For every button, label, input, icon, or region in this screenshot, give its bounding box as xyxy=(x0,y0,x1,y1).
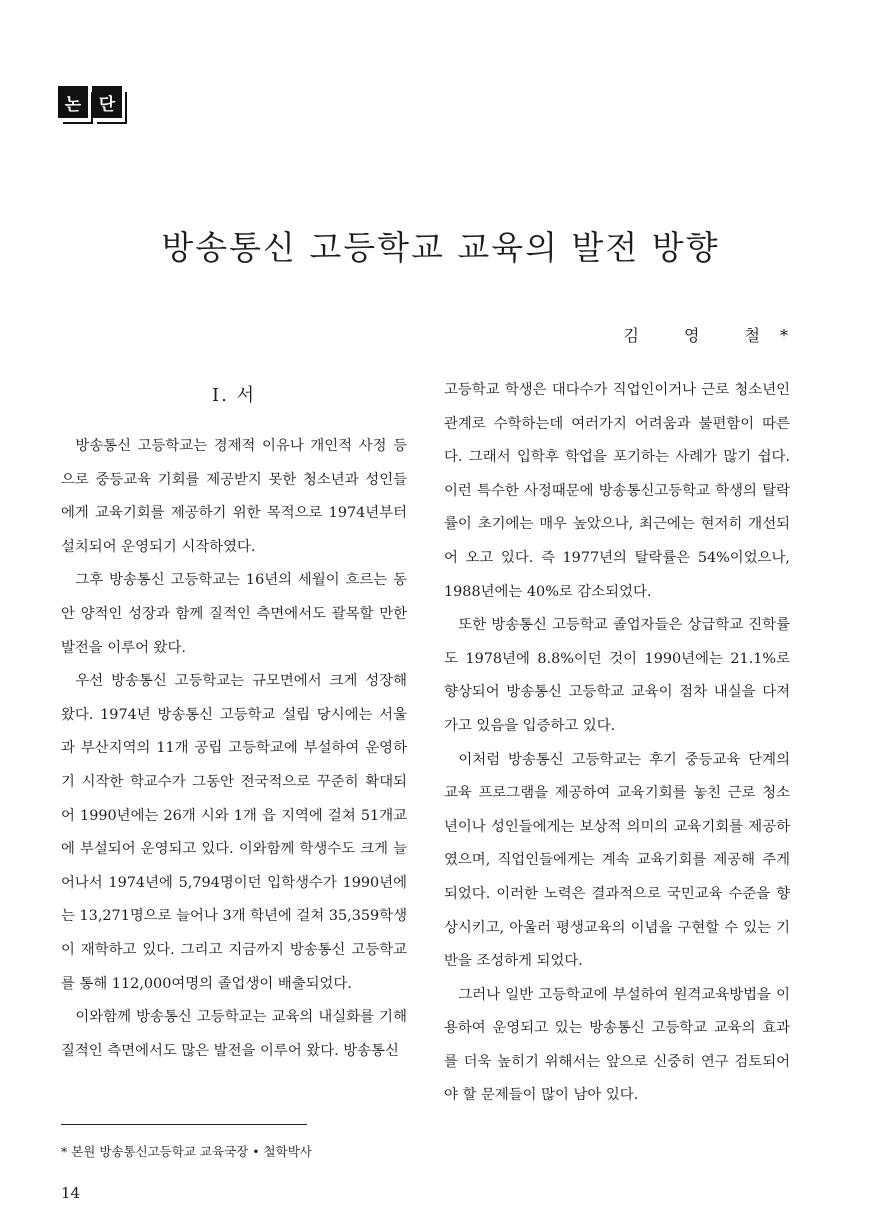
badge-char-1: 논 xyxy=(58,86,88,118)
article-title: 방송통신 고등학교 교육의 발전 방향 xyxy=(161,228,720,267)
footnote-divider xyxy=(61,1124,307,1125)
paragraph-5: 또한 방송통신 고등학교 졸업자들은 상급학교 진학률도 1978년에 8.8%이던 것이 1990년에는 21.1%로 향상되어 방송통신 고등학교 교육이 점차 내실을 다져가고 있음을 입증하고 있다. xyxy=(444,617,790,734)
paragraph-3: 우선 방송통신 고등학교는 규모면에서 크게 성장해 왔다. 1974년 방송통신 고등학교 설립 당시에는 서울과 부산지역의 11개 공립 고등학교에 부설하여 운영하기 시작한 학교수가 그동안 전국적으로 꾸준히 확대되어 1990년에는 26개 시와 1개 읍 지역에 걸쳐 51개교에 부설되어 운영되고 있다. 이와함께 학생수도 크게 늘어나서 1974년에 5,794명이던 입학생수가 1990년에는 13,271명으로 늘어나 3개 학년에 걸쳐 35,359학생이 재학하고 있다. 그리고 지금까지 방송통신 고등학교를 통해 112,000여명의 졸업생이 배출되었다. xyxy=(61,673,407,992)
paragraph-7: 그러나 일반 고등학교에 부설하여 원격교육방법을 이용하여 운영되고 있는 방송통신 고등학교 교육의 효과를 더욱 높히기 위해서는 앞으로 신중히 연구 검토되어야 할 문제들이 많이 남아 있다. xyxy=(444,986,790,1104)
page-number: 14 xyxy=(61,1184,81,1202)
section-badge xyxy=(58,86,122,118)
right-column xyxy=(444,374,790,1113)
paragraph-6: 이처럼 방송통신 고등학교는 후기 중등교육 단계의 교육 프로그램을 제공하여 교육기회를 놓친 근로 청소년이나 성인들에게는 보상적 의미의 교육기회를 제공하였으며, 직업인들에게는 계속 교육기회를 제공해 주게 되었다. 이러한 노력은 결과적으로 국민교육 수준을 향상시키고, 아울러 평생교육의 이념을 구현할 수 있는 기반을 조성하게 되었다. xyxy=(444,751,790,970)
author-byline xyxy=(623,323,788,346)
paragraph-1: 방송통신 고등학교는 경제적 이유나 개인적 사정 등으로 중등교육 기회를 제공받지 못한 청소년과 성인들에게 교육기회를 제공하기 위한 목적으로 1974년부터 설치되어 운영되기 시작하였다. xyxy=(61,438,407,555)
section-heading: Ⅰ. 서 xyxy=(212,385,256,406)
badge-char-2: 단 xyxy=(92,86,122,118)
footnote: * 본원 방송통신고등학교 교육국장 • 철학박사 xyxy=(61,1144,312,1159)
paragraph-4: 이와함께 방송통신 고등학교는 교육의 내실화를 기해 질적인 측면에서도 많은 발전을 이루어 왔다. 방송통신 xyxy=(61,1009,407,1059)
paragraph-2: 그후 방송통신 고등학교는 16년의 세월이 흐르는 동안 양적인 성장과 함께 질적인 측면에서도 괄목할 만한 발전을 이루어 왔다. xyxy=(61,572,407,656)
author-footnote-mark: * xyxy=(780,326,788,345)
author-name: 김 영 철 xyxy=(623,326,780,345)
left-column xyxy=(61,374,407,1068)
paragraph-4-continued: 고등학교 학생은 대다수가 직업인이거나 근로 청소년인 관계로 수학하는데 여러가지 어려움과 불편함이 따른다. 그래서 입학후 학업을 포기하는 사례가 많기 쉽다. 이런 특수한 사정때문에 방송통신고등학교 학생의 탈락률이 초기에는 매우 높았으나, 최근에는 현저히 개선되어 오고 있다. 즉 1977년의 탈락률은 54%이었으나, 1988년에는 40%로 감소되었다. xyxy=(444,382,790,600)
